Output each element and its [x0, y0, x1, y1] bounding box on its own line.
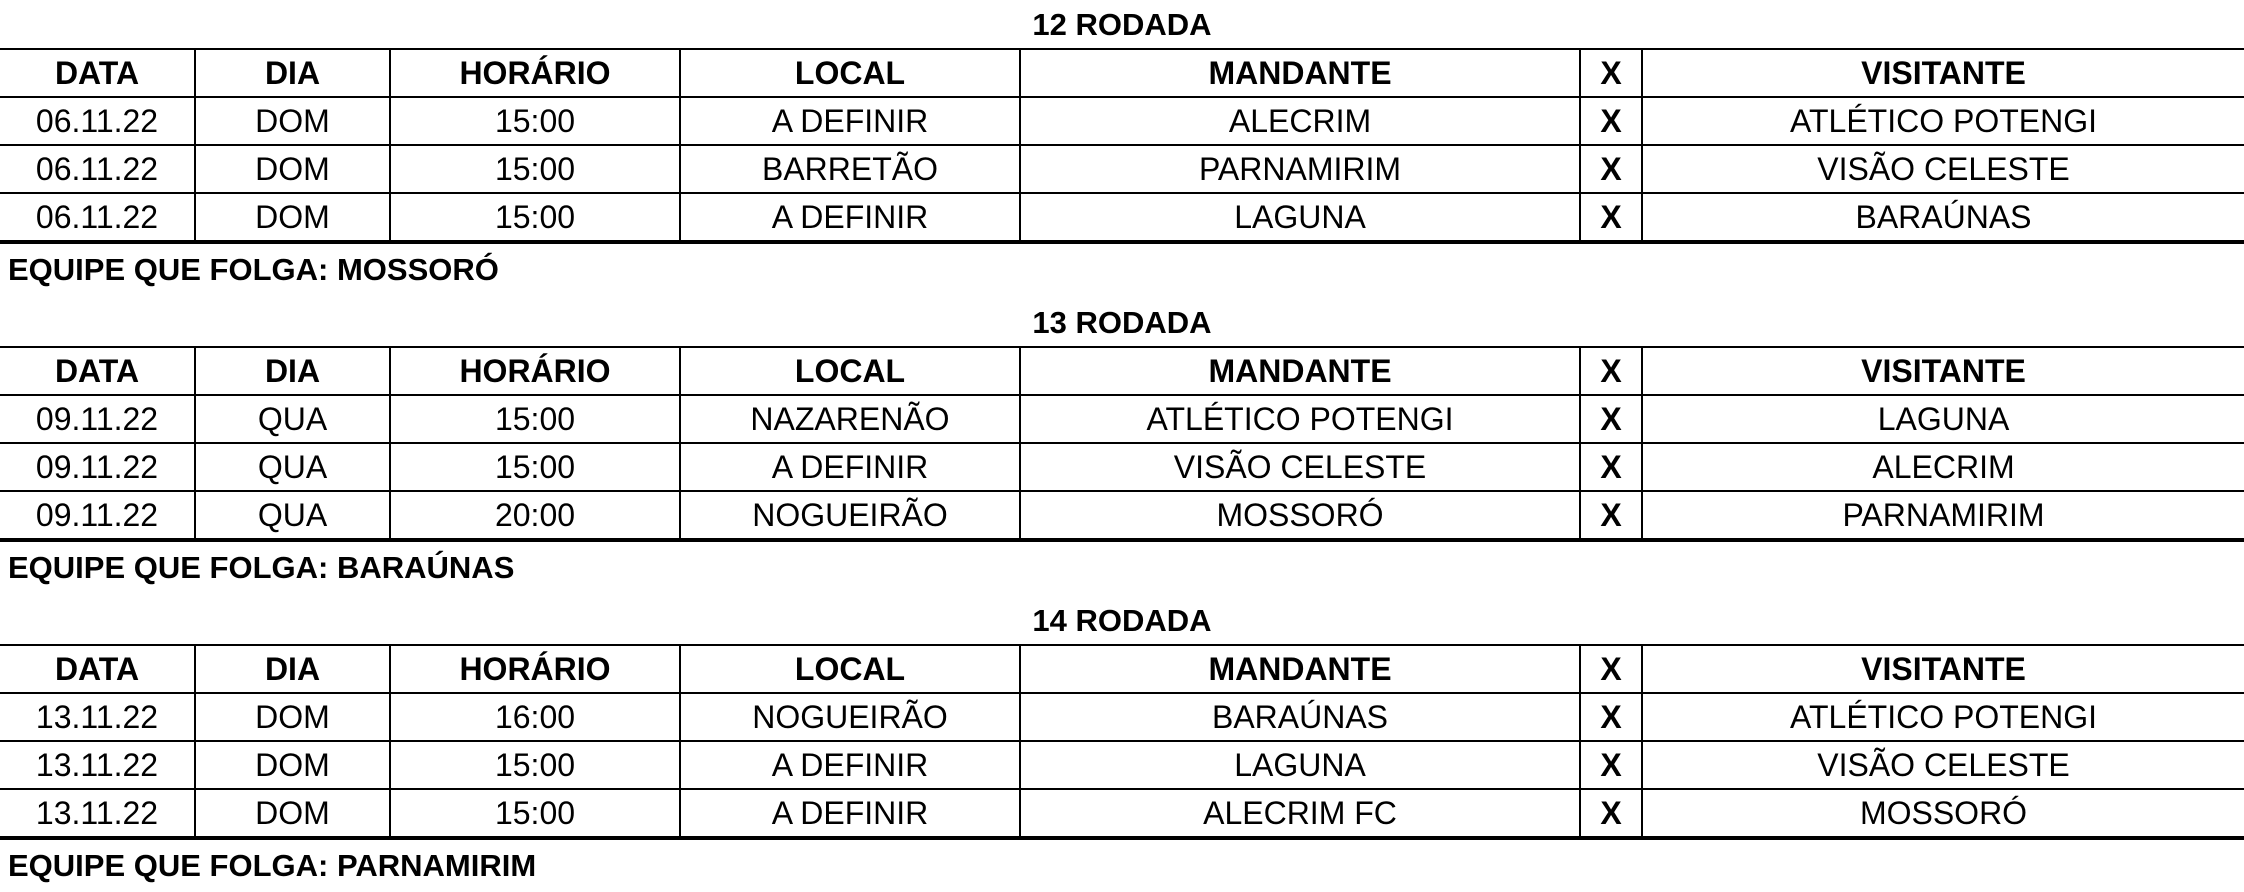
column-header-local: LOCAL	[680, 49, 1020, 97]
match-row	[0, 789, 2244, 837]
match-data-cell: 06.11.22	[0, 193, 195, 241]
match-dia-cell: DOM	[195, 789, 390, 837]
header-row	[0, 347, 2244, 395]
match-dia-cell: QUA	[195, 395, 390, 443]
match-local-cell: NOGUEIRÃO	[680, 491, 1020, 539]
match-row	[0, 193, 2244, 241]
match-dia-cell: QUA	[195, 443, 390, 491]
column-header-dia: DIA	[195, 49, 390, 97]
match-data-cell: 09.11.22	[0, 491, 195, 539]
match-horario-cell: 15:00	[390, 741, 680, 789]
match-local-cell: A DEFINIR	[680, 741, 1020, 789]
column-header-dia: DIA	[195, 645, 390, 693]
bye-team-label: EQUIPE QUE FOLGA:	[8, 848, 329, 883]
match-row	[0, 97, 2244, 145]
bye-team-label: EQUIPE QUE FOLGA:	[8, 550, 329, 585]
fixtures-table	[0, 48, 2244, 242]
column-header-visitante: VISITANTE	[1642, 645, 2244, 693]
match-dia-cell: DOM	[195, 693, 390, 741]
match-horario-cell: 15:00	[390, 97, 680, 145]
match-horario-cell: 15:00	[390, 395, 680, 443]
match-x-cell: X	[1580, 491, 1642, 539]
match-x-cell: X	[1580, 741, 1642, 789]
column-header-x: X	[1580, 347, 1642, 395]
match-row	[0, 741, 2244, 789]
match-visitante-cell: VISÃO CELESTE	[1642, 741, 2244, 789]
column-header-horario: HORÁRIO	[390, 645, 680, 693]
bye-team-line	[0, 838, 2244, 890]
column-header-mandante: MANDANTE	[1020, 645, 1580, 693]
match-visitante-cell: ATLÉTICO POTENGI	[1642, 693, 2244, 741]
round-title: 14 RODADA	[1032, 603, 1212, 638]
match-local-cell: A DEFINIR	[680, 97, 1020, 145]
header-row	[0, 645, 2244, 693]
match-data-cell: 06.11.22	[0, 97, 195, 145]
match-local-cell: A DEFINIR	[680, 789, 1020, 837]
column-header-x: X	[1580, 645, 1642, 693]
column-header-local: LOCAL	[680, 347, 1020, 395]
match-x-cell: X	[1580, 693, 1642, 741]
fixtures-table	[0, 644, 2244, 838]
match-local-cell: NOGUEIRÃO	[680, 693, 1020, 741]
match-data-cell: 09.11.22	[0, 443, 195, 491]
match-dia-cell: DOM	[195, 741, 390, 789]
match-mandante-cell: ALECRIM FC	[1020, 789, 1580, 837]
bye-team-name: MOSSORÓ	[336, 252, 499, 287]
match-x-cell: X	[1580, 193, 1642, 241]
match-horario-cell: 15:00	[390, 145, 680, 193]
match-dia-cell: DOM	[195, 97, 390, 145]
match-dia-cell: DOM	[195, 145, 390, 193]
match-horario-cell: 20:00	[390, 491, 680, 539]
round-title: 12 RODADA	[1032, 7, 1212, 42]
round-section	[0, 298, 2244, 592]
column-header-visitante: VISITANTE	[1642, 49, 2244, 97]
fixtures-table	[0, 346, 2244, 540]
match-visitante-cell: ALECRIM	[1642, 443, 2244, 491]
match-x-cell: X	[1580, 97, 1642, 145]
column-header-mandante: MANDANTE	[1020, 49, 1580, 97]
bye-team-label: EQUIPE QUE FOLGA:	[8, 252, 329, 287]
match-row	[0, 395, 2244, 443]
match-x-cell: X	[1580, 145, 1642, 193]
column-header-x: X	[1580, 49, 1642, 97]
round-section	[0, 0, 2244, 294]
match-mandante-cell: LAGUNA	[1020, 741, 1580, 789]
match-x-cell: X	[1580, 395, 1642, 443]
match-row	[0, 491, 2244, 539]
bye-team-name: BARAÚNAS	[336, 550, 515, 585]
match-visitante-cell: PARNAMIRIM	[1642, 491, 2244, 539]
match-horario-cell: 15:00	[390, 443, 680, 491]
match-x-cell: X	[1580, 789, 1642, 837]
column-header-horario: HORÁRIO	[390, 347, 680, 395]
match-local-cell: BARRETÃO	[680, 145, 1020, 193]
column-header-horario: HORÁRIO	[390, 49, 680, 97]
match-data-cell: 13.11.22	[0, 693, 195, 741]
match-local-cell: A DEFINIR	[680, 443, 1020, 491]
header-row	[0, 49, 2244, 97]
match-data-cell: 09.11.22	[0, 395, 195, 443]
match-visitante-cell: MOSSORÓ	[1642, 789, 2244, 837]
match-data-cell: 13.11.22	[0, 789, 195, 837]
match-mandante-cell: BARAÚNAS	[1020, 693, 1580, 741]
bye-team-line	[0, 242, 2244, 294]
match-mandante-cell: PARNAMIRIM	[1020, 145, 1580, 193]
bye-team-line	[0, 540, 2244, 592]
match-visitante-cell: ATLÉTICO POTENGI	[1642, 97, 2244, 145]
match-local-cell: A DEFINIR	[680, 193, 1020, 241]
match-dia-cell: QUA	[195, 491, 390, 539]
column-header-data: DATA	[0, 49, 195, 97]
match-visitante-cell: VISÃO CELESTE	[1642, 145, 2244, 193]
match-data-cell: 13.11.22	[0, 741, 195, 789]
round-title: 13 RODADA	[1032, 305, 1212, 340]
column-header-visitante: VISITANTE	[1642, 347, 2244, 395]
match-x-cell: X	[1580, 443, 1642, 491]
match-horario-cell: 15:00	[390, 789, 680, 837]
match-horario-cell: 16:00	[390, 693, 680, 741]
match-horario-cell: 15:00	[390, 193, 680, 241]
match-mandante-cell: LAGUNA	[1020, 193, 1580, 241]
column-header-local: LOCAL	[680, 645, 1020, 693]
match-mandante-cell: ATLÉTICO POTENGI	[1020, 395, 1580, 443]
round-section	[0, 596, 2244, 890]
match-mandante-cell: VISÃO CELESTE	[1020, 443, 1580, 491]
match-visitante-cell: BARAÚNAS	[1642, 193, 2244, 241]
column-header-data: DATA	[0, 347, 195, 395]
match-visitante-cell: LAGUNA	[1642, 395, 2244, 443]
match-data-cell: 06.11.22	[0, 145, 195, 193]
match-dia-cell: DOM	[195, 193, 390, 241]
match-row	[0, 693, 2244, 741]
column-header-mandante: MANDANTE	[1020, 347, 1580, 395]
match-mandante-cell: ALECRIM	[1020, 97, 1580, 145]
column-header-dia: DIA	[195, 347, 390, 395]
column-header-data: DATA	[0, 645, 195, 693]
match-row	[0, 443, 2244, 491]
match-mandante-cell: MOSSORÓ	[1020, 491, 1580, 539]
match-row	[0, 145, 2244, 193]
match-local-cell: NAZARENÃO	[680, 395, 1020, 443]
bye-team-name: PARNAMIRIM	[336, 848, 537, 883]
